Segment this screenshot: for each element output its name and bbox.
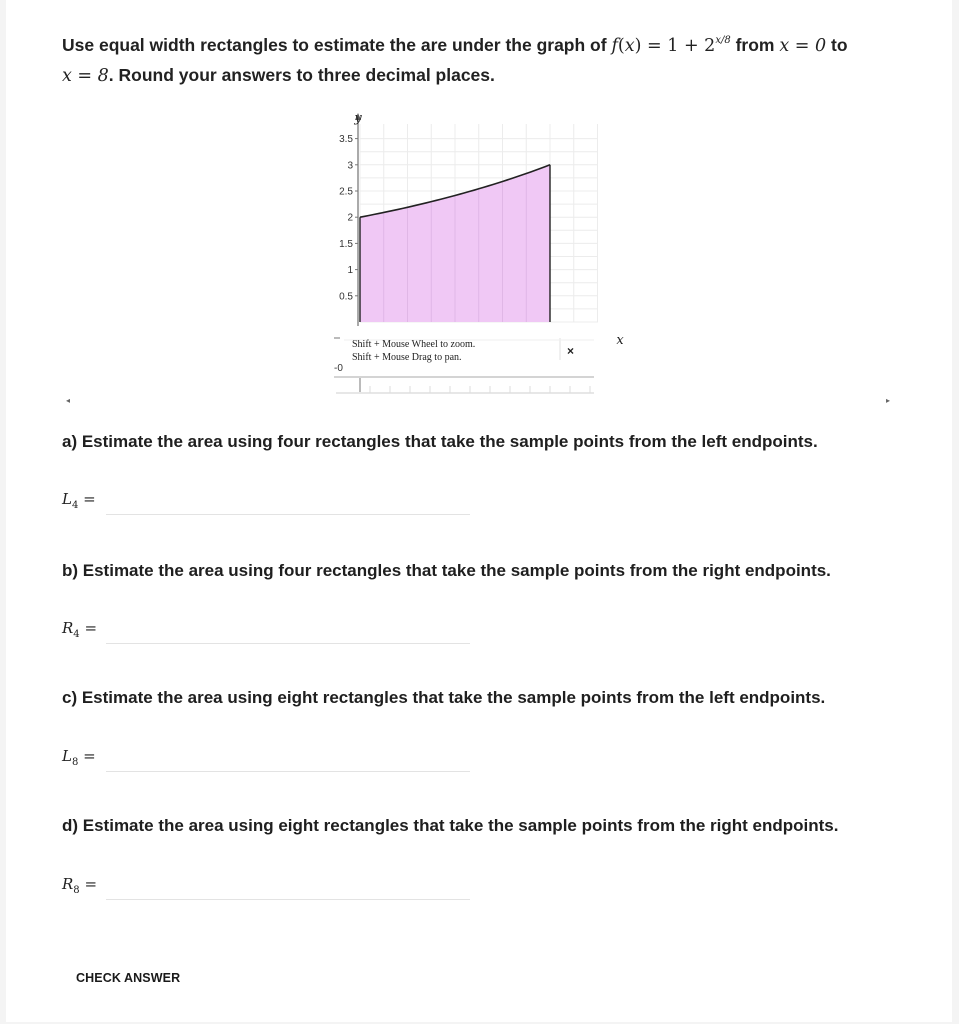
function-graph[interactable] — [330, 104, 630, 399]
answer-label-r8: $R_8$ = — [62, 875, 98, 896]
y-tick-label: 3.5 — [339, 134, 353, 146]
answer-row-r4 — [62, 617, 472, 643]
answer-row-l4 — [62, 488, 472, 514]
answer-label-r4: $R_4$ = — [62, 619, 98, 640]
question-a: a) Estimate the area using four rectangles that take the sample points from the left endpoints. — [62, 432, 818, 451]
l4-answer-input[interactable] — [106, 488, 470, 515]
y-tick-label: 0.5 — [339, 291, 353, 303]
scroll-right-icon[interactable]: ▸ — [886, 396, 891, 405]
l8-answer-input[interactable] — [106, 745, 470, 772]
answer-label-l4: $L_4$ = — [62, 490, 96, 511]
question-c: c) Estimate the area using eight rectangles that take the sample points from the left endpoints. — [62, 688, 826, 707]
r4-answer-input[interactable] — [106, 617, 470, 644]
scroll-left-icon[interactable]: ◂ — [66, 396, 71, 405]
answer-label-l8: $L_8$ = — [62, 747, 96, 768]
close-icon[interactable]: × — [567, 344, 575, 358]
origin-label: -0 — [334, 363, 343, 374]
answer-row-r8 — [62, 873, 472, 899]
y-tick-label: 3 — [347, 160, 353, 172]
pan-hint: Shift + Mouse Drag to pan. — [352, 352, 462, 363]
check-answer-button[interactable]: CHECK ANSWER — [76, 971, 181, 985]
y-tick-label: 1 — [347, 265, 353, 277]
y-axis-label: y — [354, 111, 362, 126]
zoom-hint: Shift + Mouse Wheel to zoom. — [352, 339, 476, 350]
r8-answer-input[interactable] — [106, 873, 470, 900]
y-tick-label: 1.5 — [339, 238, 353, 250]
answer-row-l8 — [62, 745, 472, 771]
y-tick-label: 2.5 — [339, 186, 353, 198]
question-d: d) Estimate the area using eight rectangles that take the sample points from the right endpoints. — [62, 816, 839, 835]
x-axis-label: x — [616, 333, 624, 348]
problem-prompt: Use equal width rectangles to estimate the are under the graph of $f(x) = 1 + 2^{x/8}$ from x = 0 to x = 8. Round your answers to three decimal places. — [62, 35, 848, 86]
question-b: b) Estimate the area using four rectangles that take the sample points from the right endpoints. — [62, 561, 831, 580]
y-tick-label: 2 — [347, 212, 353, 224]
